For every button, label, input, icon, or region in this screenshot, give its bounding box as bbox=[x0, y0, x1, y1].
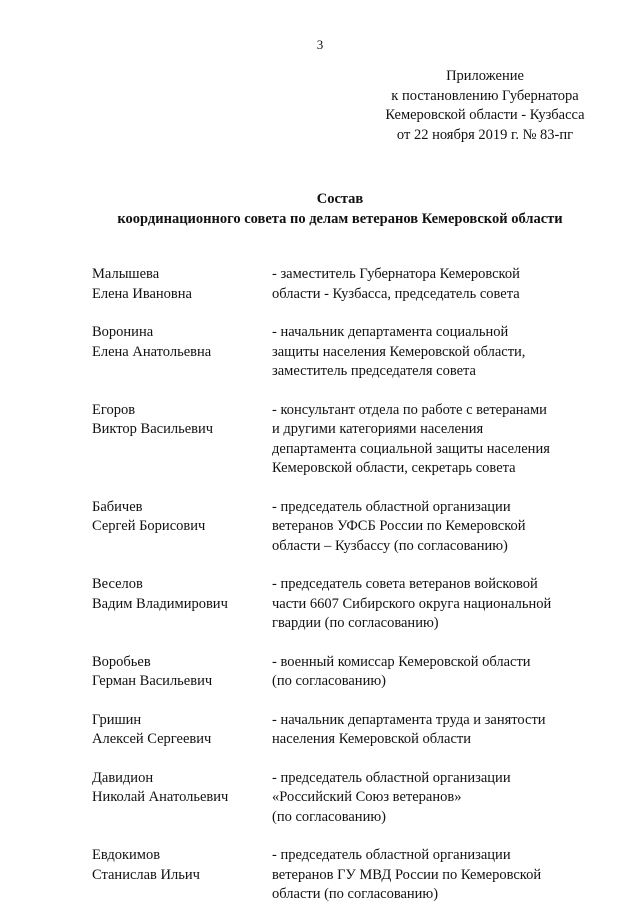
member-entry bbox=[92, 769, 592, 828]
member-role bbox=[272, 711, 582, 750]
member-given-name: Алексей Сергеевич bbox=[92, 731, 212, 747]
member-name bbox=[92, 769, 272, 828]
member-entry bbox=[92, 323, 592, 382]
role-line: населения Кемеровской области bbox=[272, 731, 472, 747]
member-surname: Давидион bbox=[92, 769, 154, 786]
member-name bbox=[92, 575, 272, 634]
role-line: - начальник департамента труда и занятости bbox=[272, 711, 546, 728]
appendix-line: Приложение bbox=[446, 68, 524, 84]
member-name bbox=[92, 401, 272, 479]
role-line: - начальник департамента социальной bbox=[272, 324, 509, 340]
role-line: ветеранов ГУ МВД России по Кемеровской bbox=[272, 866, 542, 883]
member-role bbox=[272, 323, 582, 382]
member-role bbox=[272, 846, 582, 905]
appendix-line: Кемеровской области - Кузбасса bbox=[385, 107, 585, 123]
member-name bbox=[92, 265, 272, 304]
member-role bbox=[272, 769, 582, 828]
role-line: Кемеровской области, секретарь совета bbox=[272, 460, 516, 476]
role-line: - консультант отдела по работе с ветеранами bbox=[272, 401, 547, 418]
role-line: - председатель областной организации bbox=[272, 498, 511, 515]
role-line: и другими категориями населения bbox=[272, 421, 484, 437]
member-surname: Евдокимов bbox=[92, 847, 161, 863]
role-line: - председатель областной организации bbox=[272, 847, 511, 863]
member-name bbox=[92, 653, 272, 692]
member-given-name: Елена Ивановна bbox=[92, 285, 192, 302]
member-entry bbox=[92, 575, 592, 634]
member-surname: Егоров bbox=[92, 401, 136, 418]
member-role bbox=[272, 653, 582, 692]
role-line: (по согласованию) bbox=[272, 808, 386, 825]
member-name bbox=[92, 323, 272, 382]
title-line-1: Состав bbox=[316, 191, 364, 207]
role-line: заместитель председателя совета bbox=[272, 363, 476, 379]
role-line: «Российский Союз ветеранов» bbox=[272, 789, 462, 805]
member-entry bbox=[92, 653, 592, 692]
document-title bbox=[60, 190, 620, 229]
member-given-name: Вадим Владимирович bbox=[92, 595, 228, 612]
member-name bbox=[92, 711, 272, 750]
member-name bbox=[92, 498, 272, 557]
role-line: - военный комиссар Кемеровской области bbox=[272, 653, 531, 670]
member-surname: Малышева bbox=[92, 266, 160, 282]
member-given-name: Герман Васильевич bbox=[92, 673, 213, 689]
member-list bbox=[92, 265, 592, 924]
appendix-line: к постановлению Губернатора bbox=[391, 87, 579, 104]
role-line: области - Кузбасса, председатель совета bbox=[272, 285, 520, 302]
member-entry bbox=[92, 265, 592, 304]
member-surname: Воробьев bbox=[92, 653, 151, 670]
member-surname: Гришин bbox=[92, 711, 142, 728]
member-role bbox=[272, 498, 582, 557]
member-surname: Воронина bbox=[92, 324, 154, 340]
member-given-name: Николай Анатольевич bbox=[92, 789, 229, 805]
member-given-name: Сергей Борисович bbox=[92, 518, 206, 534]
page-number: 3 bbox=[316, 37, 324, 52]
member-entry bbox=[92, 711, 592, 750]
member-entry bbox=[92, 498, 592, 557]
role-line: (по согласованию) bbox=[272, 673, 386, 689]
member-entry bbox=[92, 846, 592, 905]
role-line: области (по согласованию) bbox=[272, 886, 439, 902]
role-line: - председатель областной организации bbox=[272, 769, 511, 786]
role-line: департамента социальной защиты населения bbox=[272, 440, 550, 457]
member-given-name: Станислав Ильич bbox=[92, 866, 200, 883]
member-role bbox=[272, 575, 582, 634]
title-line-2: координационного совета по делам ветеранов Кемеровской области bbox=[117, 210, 563, 227]
member-name bbox=[92, 846, 272, 905]
appendix-header bbox=[360, 67, 610, 145]
member-surname: Веселов bbox=[92, 576, 143, 592]
appendix-line: от 22 ноября 2019 г. № 83-пг bbox=[396, 126, 574, 143]
role-line: защиты населения Кемеровской области, bbox=[272, 343, 526, 360]
role-line: области – Кузбассу (по согласованию) bbox=[272, 537, 508, 554]
role-line: ветеранов УФСБ России по Кемеровской bbox=[272, 518, 526, 534]
member-role bbox=[272, 265, 582, 304]
member-entry bbox=[92, 401, 592, 479]
role-line: части 6607 Сибирского округа национальной bbox=[272, 595, 552, 612]
role-line: - заместитель Губернатора Кемеровской bbox=[272, 266, 520, 282]
member-surname: Бабичев bbox=[92, 498, 143, 515]
role-line: - председатель совета ветеранов войсковой bbox=[272, 576, 538, 592]
member-given-name: Елена Анатольевна bbox=[92, 343, 212, 360]
member-given-name: Виктор Васильевич bbox=[92, 421, 214, 437]
member-role bbox=[272, 401, 582, 479]
role-line: гвардии (по согласованию) bbox=[272, 615, 439, 631]
